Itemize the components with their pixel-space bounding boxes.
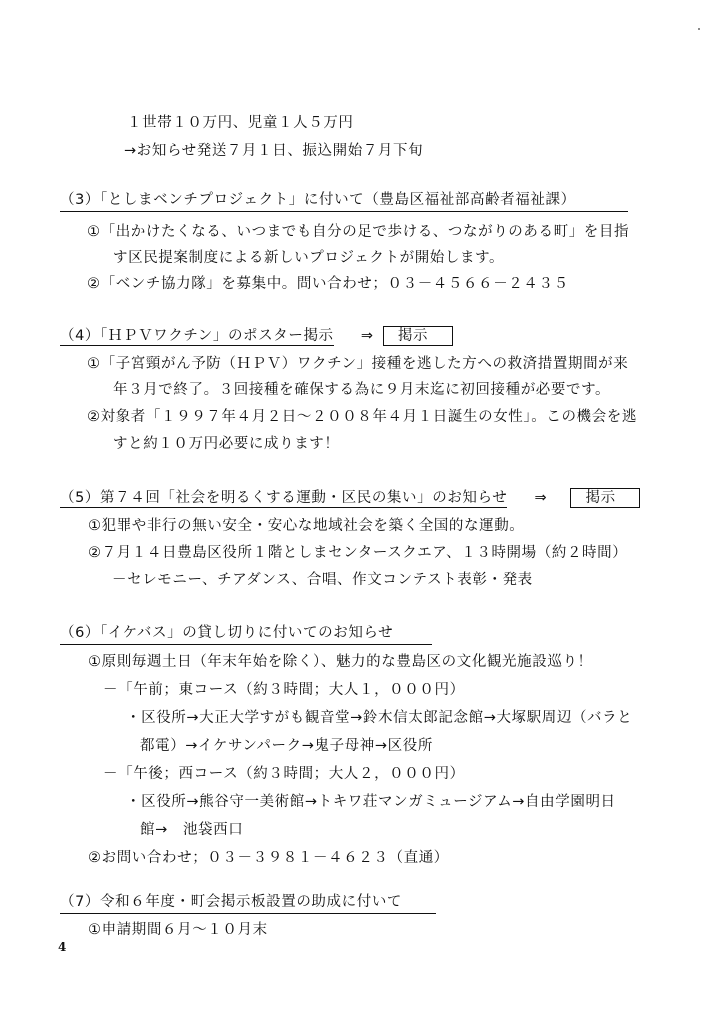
notice-badge: 掲示 [383,326,453,346]
scan-speck [698,28,700,30]
page-number: 4 [58,940,67,954]
section-4-item-2-cont: すと約１０万円必要に成ります！ [113,436,340,452]
section-5-item-2: ②７月１４日豊島区役所１階としまセンタースクエア、１３時開場（約２時間） [88,545,628,561]
course-east: －「午前；東コース（約３時間；大人１，０００円） [103,682,465,698]
section-6-heading: （6）「イケバス」の貸し切りに付いてのお知らせ [60,623,432,645]
course-east-route: ・区役所→大正大学すがも観音堂→鈴木信太郎記念館→大塚駅周辺（バラと [126,710,633,726]
section-3-item-1: ①「出かけたくなる、いつまでも自分の足で歩ける、つながりのある町」を目指 [87,224,630,240]
course-east-route-cont: 都電）→イケサンパーク→鬼子母神→区役所 [140,738,433,754]
section-5-heading-row [60,488,640,508]
section-6-item-1: ①原則毎週土日（年末年始を除く）、魅力的な豊島区の文化観光施設巡り！ [88,654,593,670]
section-3-item-2: ②「ベンチ協力隊」を募集中。問い合わせ；０３－４５６６－２４３５ [87,276,569,292]
course-west-route-cont: 館→ 池袋西口 [140,822,244,838]
arrow-icon: ⇒ [360,328,374,344]
section-3-item-1-cont: す区民提案制度による新しいプロジェクトが開始します。 [113,250,505,266]
section-4-item-1-cont: 年３月で終了。３回接種を確保する為に９月末迄に初回接種が必要です。 [113,382,611,398]
arrow-icon: ⇒ [534,490,548,506]
section-4-item-1: ①「子宮頸がん予防（ＨＰＶ）ワクチン」接種を逃した方への救済措置期間が来 [87,356,629,372]
section-6-item-2: ②お問い合わせ；０３－３９８１－４６２３（直通） [88,850,449,866]
section-4-heading-row [60,326,453,346]
section-5-item-1: ①犯罪や非行の無い安全・安心な地域社会を築く全国的な運動。 [88,518,525,534]
notice-badge: 掲示 [570,488,640,508]
text-line: →お知らせ発送７月１日、振込開始７月下旬 [124,143,424,159]
section-5-item-2-cont: －セレモニー、チアダンス、合唱、作文コンテスト表彰・発表 [112,572,533,588]
section-4-item-2: ②対象者「１９９７年４月２日～２００８年４月１日誕生の女性」。この機会を逃 [87,409,637,425]
section-7-item-1: ①申請期間６月～１０月末 [88,922,268,938]
text-line: １世帯１０万円、児童１人５万円 [127,115,354,131]
section-7-heading: （7）令和６年度・町会掲示板設置の助成に付いて [60,892,436,914]
course-west: －「午後；西コース（約３時間；大人２，０００円） [103,766,465,782]
section-5-heading: （5）第７４回「社会を明るくする運動・区民の集い」のお知らせ [60,490,508,506]
course-west-route: ・区役所→熊谷守一美術館→トキワ荘マンガミュージアム→自由学園明日 [126,794,616,810]
section-4-heading: （4）「ＨＰＶワクチン」のポスター掲示 [60,328,334,344]
section-3-heading: （3）「としまベンチプロジェクト」に付いて（豊島区福祉部高齢者福祉課） [60,190,628,212]
